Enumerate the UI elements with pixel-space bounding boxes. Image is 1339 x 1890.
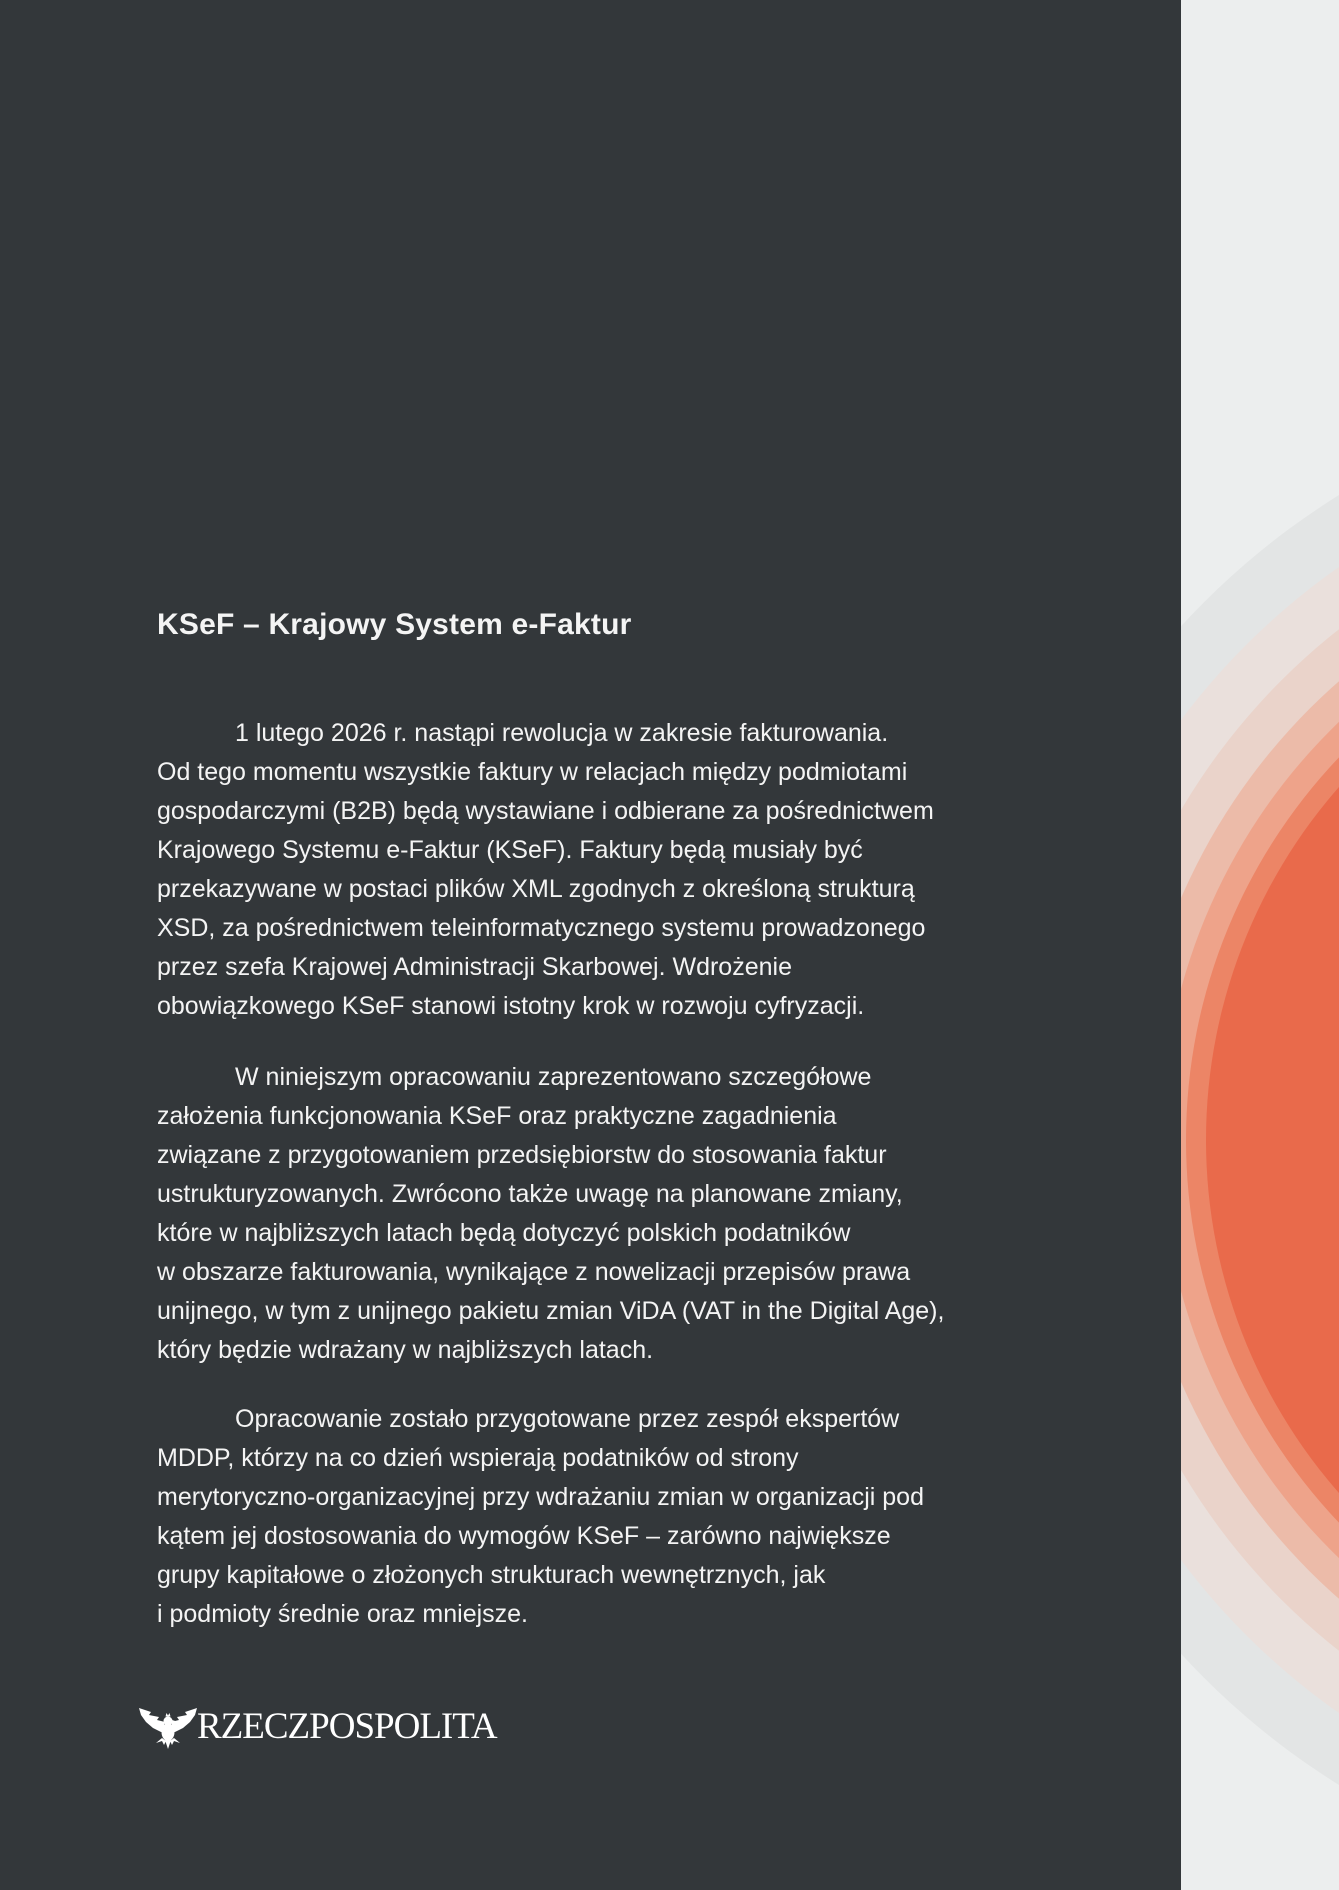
paragraph-authors <box>157 1400 924 1634</box>
paragraph-line: merytoryczno-organizacyjnej przy wdrażaniu zmian w organizacji pod <box>157 1483 924 1511</box>
page-title: KSeF – Krajowy System e-Faktur <box>157 608 632 641</box>
paragraph-line: Opracowanie zostało przygotowane przez zespół ekspertów <box>235 1405 900 1433</box>
paragraph-line: 1 lutego 2026 r. nastąpi rewolucja w zakresie fakturowania. <box>235 719 889 747</box>
paragraph-line: założenia funkcjonowania KSeF oraz praktyczne zagadnienia <box>157 1102 837 1130</box>
paragraph-line: kątem jej dostosowania do wymogów KSeF – zarówno największe <box>157 1522 891 1550</box>
paragraph-line: W niniejszym opracowaniu zaprezentowano szczegółowe <box>235 1063 872 1091</box>
paragraph-line: MDDP, którzy na co dzień wspierają podatników od strony <box>157 1444 799 1472</box>
concentric-circles-decoration <box>1181 0 1339 1890</box>
paragraph-line: Krajowego Systemu e-Faktur (KSeF). Faktury będą musiały być <box>157 836 863 864</box>
paragraph-line: grupy kapitałowe o złożonych strukturach wewnętrznych, jak <box>157 1561 826 1589</box>
paragraph-line: gospodarczymi (B2B) będą wystawiane i odbierane za pośrednictwem <box>157 797 934 825</box>
paragraph-line: obowiązkowego KSeF stanowi istotny krok w rozwoju cyfryzacji. <box>157 992 865 1020</box>
paragraph-line: przez szefa Krajowej Administracji Skarbowej. Wdrożenie <box>157 953 792 981</box>
paragraph-line: związane z przygotowaniem przedsiębiorstw do stosowania faktur <box>157 1141 887 1169</box>
paragraph-line: i podmioty średnie oraz mniejsze. <box>157 1600 528 1628</box>
decorative-side-panel <box>1181 0 1339 1890</box>
paragraph-line: przekazywane w postaci plików XML zgodnych z określoną strukturą <box>157 875 915 903</box>
paragraph-line: ustrukturyzowanych. Zwrócono także uwagę na planowane zmiany, <box>157 1180 903 1208</box>
logo-wordmark: RZECZPOSPOLITA <box>197 1705 497 1747</box>
rzeczpospolita-logo <box>137 1700 497 1752</box>
paragraph-line: w obszarze fakturowania, wynikające z nowelizacji przepisów prawa <box>157 1258 911 1286</box>
paragraph-line: unijnego, w tym z unijnego pakietu zmian ViDA (VAT in the Digital Age), <box>157 1297 945 1325</box>
eagle-icon <box>137 1702 199 1750</box>
paragraph-line: które w najbliższych latach będą dotyczyć polskich podatników <box>157 1219 851 1247</box>
paragraph-line: Od tego momentu wszystkie faktury w relacjach między podmiotami <box>157 758 908 786</box>
paragraph-intro <box>157 714 934 1026</box>
paragraph-scope <box>157 1058 944 1370</box>
paragraph-line: który będzie wdrażany w najbliższych latach. <box>157 1336 654 1364</box>
paragraph-line: XSD, za pośrednictwem teleinformatycznego systemu prowadzonego <box>157 914 926 942</box>
